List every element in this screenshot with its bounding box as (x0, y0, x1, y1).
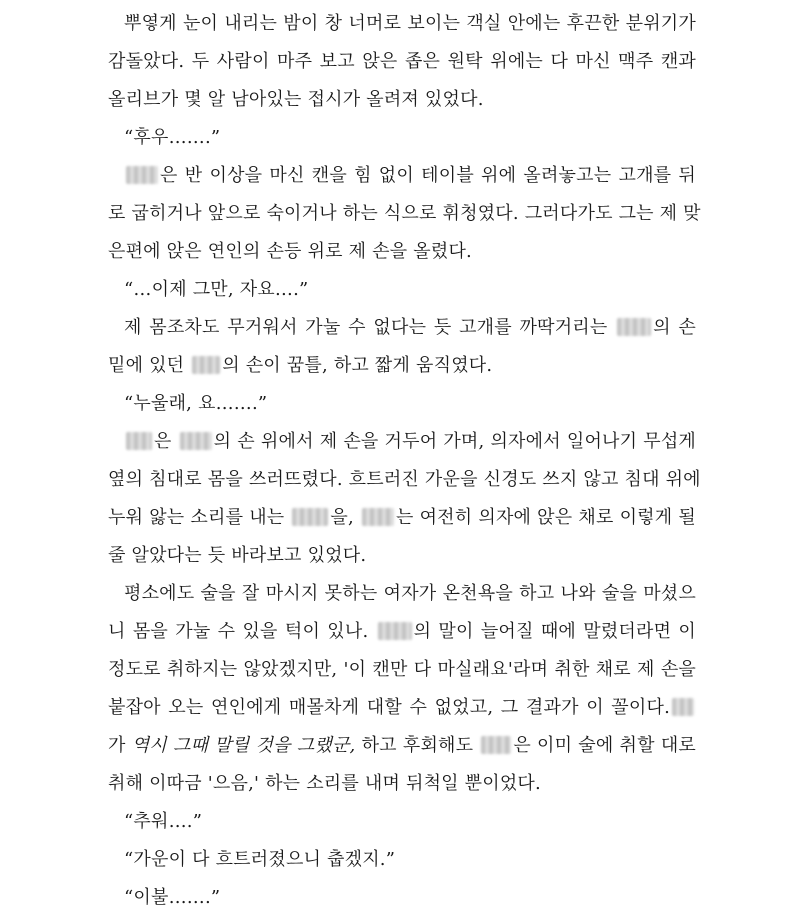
paragraph-1-line-3: 올리브가 몇 알 남아있는 접시가 올려져 있었다. (108, 89, 484, 110)
paragraph-5-line-2-text: 니 몸을 가눌 수 있을 턱이 있나. (108, 621, 376, 642)
paragraph-4-line-1 (124, 423, 696, 461)
paragraph-2-line-3: 은편에 앉은 연인의 손등 위로 제 손을 올렸다. (108, 241, 472, 262)
paragraph-4-line-3-text: 누워 앓는 소리를 내는 (108, 507, 291, 528)
paragraph-1-line-1: 뿌옇게 눈이 내리는 밤이 창 너머로 보이는 객실 안에는 후끈한 분위기가 (124, 13, 696, 34)
dialogue-1: “후우…….” (124, 127, 221, 148)
paragraph-5-line-6: 취해 이따금 '으음,' 하는 소리를 내며 뒤척일 뿐이었다. (108, 773, 541, 794)
redacted-name (126, 432, 152, 450)
paragraph-5-line-2-tail: 의 말이 늘어질 때에 말렸더라면 이 (413, 621, 696, 642)
paragraph-3-line-2-text: 밑에 있던 (108, 355, 191, 376)
paragraph-4-line-1-text: 은 (154, 431, 178, 452)
paragraph-5-line-3: 정도로 취하지는 않았겠지만, '이 캔만 다 마실래요'라며 취한 채로 제 손을 (108, 659, 696, 680)
paragraph-5-line-5-tail: 은 이미 술에 취할 대로 (513, 735, 696, 756)
paragraph-2-line-2: 로 굽히거나 앞으로 숙이거나 하는 식으로 휘청였다. 그러다가도 그는 제 맞 (108, 203, 701, 224)
paragraph-5-line-5-text: 가 (108, 735, 132, 756)
redacted-name (378, 622, 412, 640)
paragraph-4-line-3 (108, 499, 696, 537)
paragraph-5-line-5 (108, 727, 696, 765)
paragraph-4-line-1-tail: 의 손 위에서 제 손을 거두어 가며, 의자에서 일어나기 무섭게 (213, 431, 697, 452)
dialogue-3: “누울래, 요…….” (124, 393, 268, 414)
redacted-name (362, 508, 394, 526)
redacted-name (126, 166, 158, 184)
dialogue-5: “가운이 다 흐트러졌으니 춥겠지.” (124, 849, 396, 870)
dialogue-6: “이불…….” (124, 887, 221, 908)
paragraph-1-line-2: 감돌았다. 두 사람이 마주 보고 앉은 좁은 원탁 위에는 다 마신 맥주 캔과 (108, 51, 696, 72)
redacted-name (672, 698, 694, 716)
paragraph-5-line-4-text: 붙잡아 오는 연인에게 매몰차게 대할 수 없었고, 그 결과가 이 꼴이다. (108, 697, 670, 718)
redacted-name (617, 318, 651, 336)
paragraph-5-line-2 (108, 613, 696, 651)
paragraph-5-italic-thought: 역시 그때 말릴 것을 그랬군, (131, 735, 356, 756)
redacted-name (180, 432, 212, 450)
dialogue-2: “…이제 그만, 자요….” (124, 279, 309, 300)
paragraph-4-line-4: 줄 알았다는 듯 바라보고 있었다. (108, 545, 367, 566)
paragraph-3-line-1 (124, 309, 696, 347)
paragraph-5-line-1: 평소에도 술을 잘 마시지 못하는 여자가 온천욕을 하고 나와 술을 마셨으 (124, 583, 696, 604)
paragraph-4-line-3-mid: 을, (330, 507, 360, 528)
redacted-name (292, 508, 328, 526)
paragraph-2-line-1-text: 은 반 이상을 마신 캔을 힘 없이 테이블 위에 올려놓고는 고개를 뒤 (160, 165, 696, 186)
paragraph-3-line-1-text: 제 몸조차도 무거워서 가눌 수 없다는 듯 고개를 까딱거리는 (124, 317, 616, 338)
dialogue-4: “추워….” (124, 811, 203, 832)
paragraph-4-line-2: 옆의 침대로 몸을 쓰러뜨렸다. 흐트러진 가운을 신경도 쓰지 않고 침대 위에 (108, 469, 701, 490)
redacted-name (481, 736, 511, 754)
redacted-name (192, 356, 220, 374)
paragraph-5-line-4 (108, 689, 696, 727)
paragraph-2-line-1 (124, 157, 696, 195)
paragraph-4-line-3-tail: 는 여전히 의자에 앉은 채로 이렇게 될 (395, 507, 696, 528)
paragraph-3-line-2 (108, 347, 696, 385)
paragraph-3-line-2-tail: 의 손이 꿈틀, 하고 짧게 움직였다. (222, 355, 493, 376)
paragraph-5-line-5-mid: 하고 후회해도 (355, 735, 480, 756)
paragraph-3-line-1-tail: 의 손 (653, 317, 696, 338)
